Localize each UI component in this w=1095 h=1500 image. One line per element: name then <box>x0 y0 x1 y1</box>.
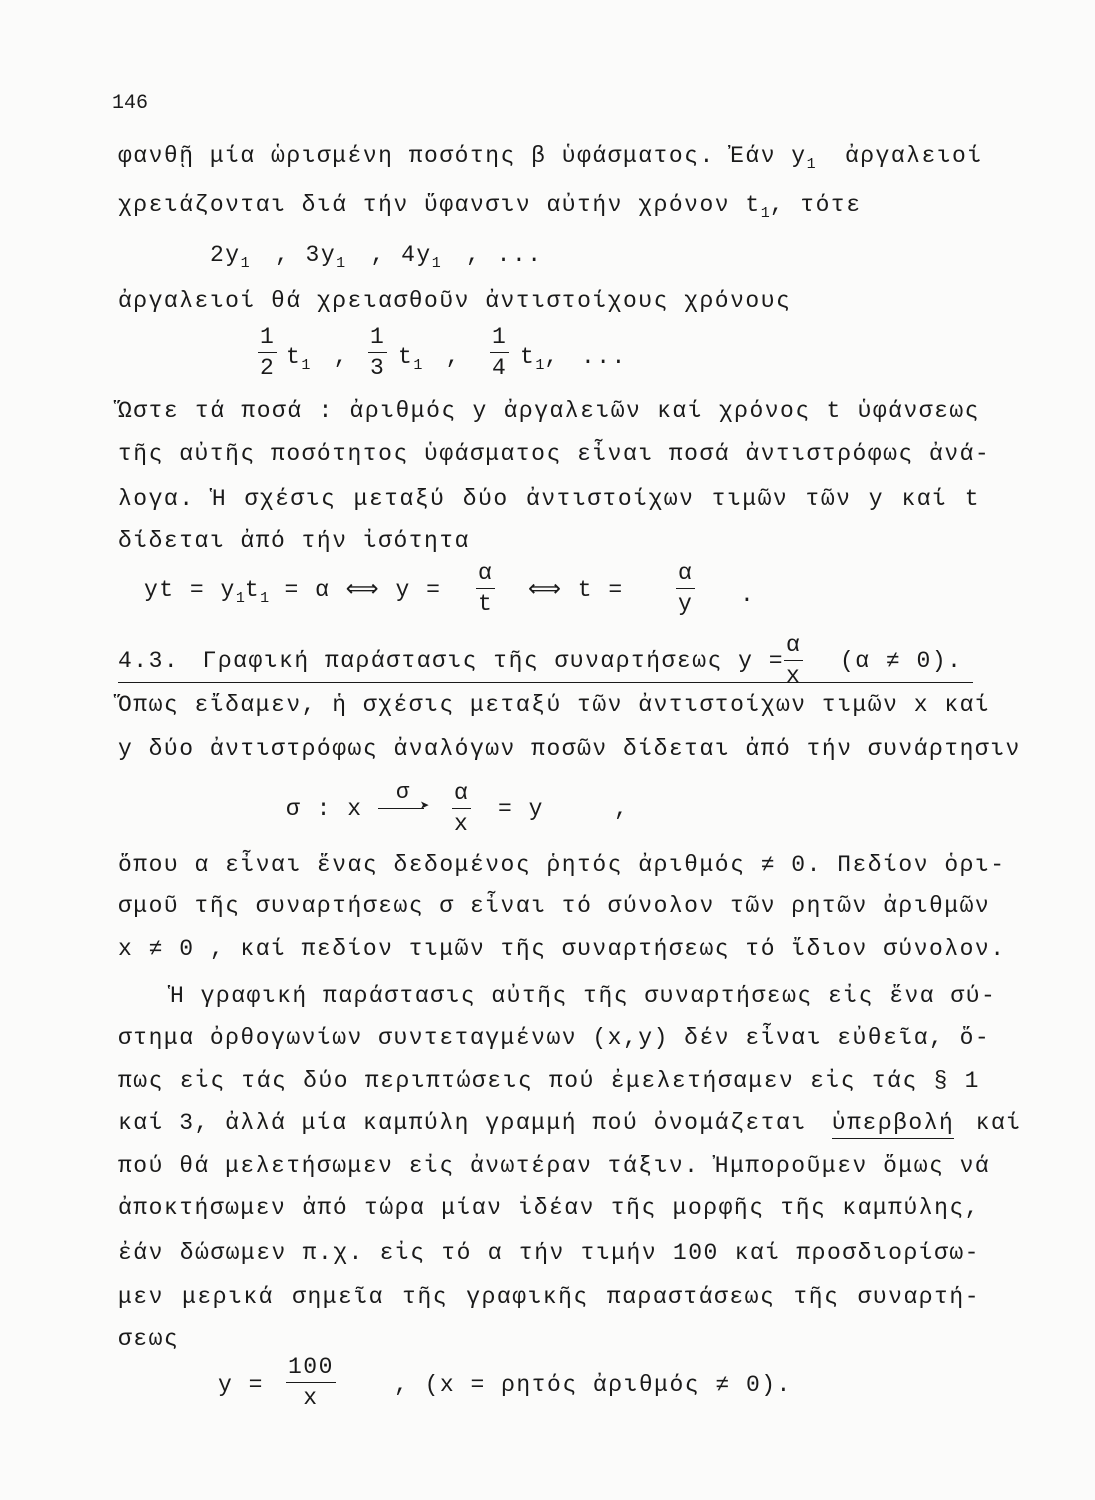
separator: , <box>544 344 560 370</box>
fraction-denominator: 2 <box>260 355 276 381</box>
text-line: πως εἰς τάς δύο περιπτώσεις πού ἐμελετήσαμεν εἰς τάς § 1 <box>118 1068 980 1094</box>
text-line: Ὅπως εἴδαμεν, ἡ σχέσις μεταξύ τῶν ἀντιστοίχων τιμῶν x καί <box>118 692 991 718</box>
fraction <box>368 326 387 380</box>
map-rhs: = y <box>498 796 544 822</box>
fraction-denominator: t <box>478 591 494 617</box>
eq-end: . <box>740 582 756 608</box>
section-condition: (α ≠ 0). <box>840 648 963 674</box>
underlined-term: ὑπερβολή <box>832 1110 954 1139</box>
fraction-denominator: x <box>303 1385 319 1411</box>
fraction <box>286 1356 336 1410</box>
arrow-shaft <box>378 808 424 809</box>
fraction-denominator: y <box>678 591 694 617</box>
subscript: 1 <box>301 357 311 374</box>
subscript: 1 <box>260 590 270 607</box>
subscript: 1 <box>760 205 770 222</box>
text-line: σμοῦ τῆς συναρτήσεως σ εἶναι τό σύνολον τῶν ρητῶν ἀριθμῶν <box>118 893 991 919</box>
text-line: ὅπου α εἶναι ἕνας δεδομένος ῥητός ἀριθμός ≠ 0. Πεδίον ὁρι- <box>118 852 1006 878</box>
text-line: πού θά μελετήσωμεν εἰς ἀνωτέραν τάξιν. Ἠμποροῦμεν ὅμως νά <box>118 1153 991 1179</box>
variable-t: t <box>286 344 302 370</box>
variable-t: t <box>520 344 536 370</box>
equation-inverse-proportion <box>144 576 441 607</box>
text-line: λογα. Ἡ σχέσις μεταξύ δύο ἀντιστοίχων τιμῶν τῶν y καί t <box>118 486 980 512</box>
text-line-content: φανθῇ μία ὡρισμένη ποσότης β ὑφάσματος. Ἐάν y <box>118 143 807 169</box>
text-line: τῆς αὐτῆς ποσότητος ὑφάσματος εἶναι ποσά ἀντιστρόφως ἀνά- <box>118 441 991 467</box>
text-line: ἀποκτήσωμεν ἀπό τώρα μίαν ἰδέαν τῆς μορφῆς τῆς καμπύλης, <box>118 1195 980 1221</box>
subscript: 1 <box>413 357 423 374</box>
text-line-content: χρειάζονται διά τήν ὕφανσιν αὐτήν χρόνον t <box>118 192 761 218</box>
fraction <box>784 634 803 688</box>
fraction <box>490 326 509 380</box>
subscript: 1 <box>336 255 346 272</box>
sequence-y <box>210 242 543 272</box>
seq-term: , ... <box>466 242 543 268</box>
seq-term <box>520 344 627 374</box>
separator: , <box>445 344 461 370</box>
subscript: 1 <box>240 255 250 272</box>
page-number: 146 <box>112 92 149 115</box>
fraction-numerator: α <box>476 562 495 589</box>
subscript: 1 <box>806 156 816 173</box>
section-underline <box>118 682 973 683</box>
seq-term <box>286 344 349 374</box>
text-fragment: ἀργαλειοί <box>844 143 983 169</box>
text-fragment: καί <box>975 1110 1022 1136</box>
fraction <box>258 326 277 380</box>
text-line: ἐάν δώσωμεν π.χ. εἰς τό α τήν τιμήν 100 καί προσδιορίσω- <box>118 1240 980 1266</box>
seq-term: , 4y <box>370 242 432 268</box>
text-line: Ὥστε τά ποσά : ἀριθμός y ἀργαλειῶν καί χρόνος t ὑφάνσεως <box>118 398 980 424</box>
fraction-numerator: α <box>676 562 695 589</box>
eq-mid: = α ⟺ y = <box>269 577 442 603</box>
text-line: σεως <box>118 1326 180 1352</box>
eq-mid: ⟺ t = <box>528 577 624 603</box>
separator: , <box>333 344 349 370</box>
text-line: μεν μερικά σημεῖα τῆς γραφικῆς παραστάσεως τῆς συναρτή- <box>118 1284 980 1310</box>
section-title: Γραφική παράστασις τῆς συναρτήσεως y = <box>202 648 785 674</box>
text-line: x ≠ 0 , καί πεδίον τιμῶν τῆς συναρτήσεως τό ἴδιον σύνολον. <box>118 936 1006 962</box>
text-line <box>118 1110 1022 1136</box>
text-fragment: , τότε <box>769 192 862 218</box>
section-number: 4.3. <box>118 648 180 674</box>
seq-term <box>398 344 461 374</box>
variable-t: t <box>398 344 414 370</box>
fraction-denominator: x <box>454 811 470 837</box>
text-line: y δύο ἀντιστρόφως ἀναλόγων ποσῶν δίδεται ἀπό τήν συνάρτησιν <box>118 736 1021 762</box>
fraction-denominator: x <box>786 663 802 689</box>
text-line <box>118 192 862 222</box>
map-lhs: σ : x <box>286 796 363 822</box>
fraction <box>452 782 471 836</box>
map-comma: , <box>614 796 630 822</box>
subscript: 1 <box>235 590 245 607</box>
section-heading <box>118 648 784 674</box>
fraction <box>476 562 495 616</box>
eq-term: t <box>244 577 261 603</box>
seq-term: , 3y <box>274 242 337 268</box>
arrow-head-icon: ➤ <box>420 798 432 816</box>
fraction-numerator: 1 <box>368 326 387 353</box>
eq-lhs: yt = y <box>144 577 236 603</box>
text-line <box>118 143 983 173</box>
seq-term: 2y <box>210 242 241 268</box>
fraction-denominator: 3 <box>370 355 386 381</box>
ellipsis: ... <box>580 344 627 370</box>
fraction-numerator: α <box>452 782 471 809</box>
subscript: 1 <box>535 357 545 374</box>
arrow-label: σ <box>396 780 411 805</box>
fraction-numerator: 1 <box>490 326 509 353</box>
text-line: στημα ὀρθογωνίων συντεταγμένων (x,y) δέν εἶναι εὐθεῖα, ὅ- <box>118 1025 991 1051</box>
fraction-denominator: 4 <box>492 355 508 381</box>
text-line: δίδεται ἀπό τήν ἰσότητα <box>118 528 470 554</box>
text-line: ἀργαλειοί θά χρειασθοῦν ἀντιστοίχους χρόνους <box>118 288 792 314</box>
text-line-content: καί 3, ἀλλά μία καμπύλη γραμμή πού ὀνομάζεται <box>118 1110 807 1136</box>
fraction-numerator: 100 <box>286 1356 336 1383</box>
fraction-numerator: α <box>784 634 803 661</box>
subscript: 1 <box>431 255 441 272</box>
fraction <box>676 562 695 616</box>
text-line: Ἡ γραφική παράστασις αὐτῆς τῆς συναρτήσεως εἰς ἕνα σύ- <box>170 983 997 1009</box>
eq-final-lhs: y = <box>218 1372 264 1398</box>
fraction-numerator: 1 <box>258 326 277 353</box>
eq-final-rhs: , (x = ρητός ἀριθμός ≠ 0). <box>394 1372 792 1398</box>
